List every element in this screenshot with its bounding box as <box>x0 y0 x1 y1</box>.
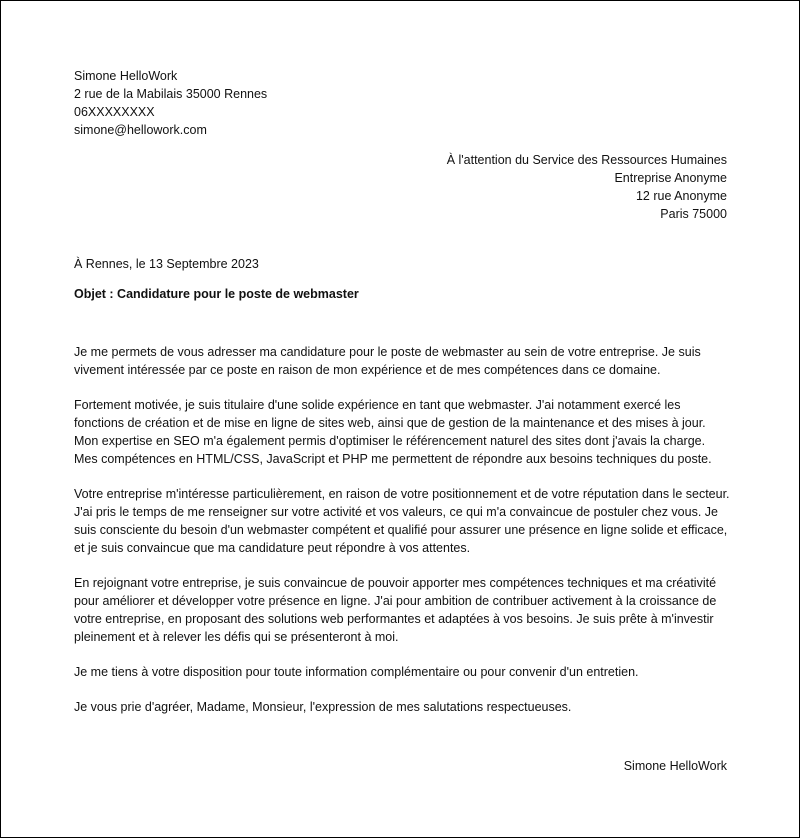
subject-line: Objet : Candidature pour le poste de webmaster <box>74 287 359 301</box>
date-line: À Rennes, le 13 Septembre 2023 <box>74 257 259 271</box>
paragraph: Je me tiens à votre disposition pour toute information complémentaire ou pour convenir d'un entretien. <box>74 665 639 679</box>
sender-email: simone@hellowork.com <box>74 123 207 137</box>
paragraph: Je vous prie d'agréer, Madame, Monsieur, l'expression de mes salutations respectueuses. <box>74 700 572 714</box>
sender-block <box>74 67 267 139</box>
paragraph: Je me permets de vous adresser ma candidature pour le poste de webmaster au sein de votre entreprise. Je suis vivement intéressée par ce poste en raison de mon expérience et de mes compétences dans ce domaine. <box>74 345 701 377</box>
paragraph: En rejoignant votre entreprise, je suis convaincue de pouvoir apporter mes compétences techniques et ma créativité pour améliorer et développer votre présence en ligne. J'ai pour ambition de contribuer activement à la croissance de votre entreprise, en proposant des solutions web performantes et adaptées à vos besoins. Je suis prête à m'investir pleinement et à relever les défis qui se présenteront à moi. <box>74 576 717 644</box>
paragraph: Votre entreprise m'intéresse particulièrement, en raison de votre positionnement et de votre réputation dans le secteur. J'ai pris le temps de me renseigner sur votre activité et vos valeurs, ce qui m'a convaincue de postuler chez vous. Je suis consciente du besoin d'un webmaster compétent et qualifié pour assurer une présence en ligne solide et efficace, et je suis convaincue que ma candidature peut répondre à vos attentes. <box>74 487 730 555</box>
signature: Simone HelloWork <box>623 759 727 773</box>
sender-phone: 06XXXXXXXX <box>74 105 155 119</box>
recipient-company: Entreprise Anonyme <box>614 171 727 185</box>
letter-body <box>74 343 730 733</box>
sender-address: 2 rue de la Mabilais 35000 Rennes <box>74 87 268 101</box>
recipient-street: 12 rue Anonyme <box>635 189 727 203</box>
recipient-block <box>447 151 727 223</box>
recipient-city: Paris 75000 <box>660 207 727 221</box>
sender-name: Simone HelloWork <box>74 69 178 83</box>
recipient-attention: À l'attention du Service des Ressources Humaines <box>446 153 727 167</box>
paragraph: Fortement motivée, je suis titulaire d'une solide expérience en tant que webmaster. J'ai notamment exercé les fonctions de création et de mise en ligne de sites web, ainsi que de gestion de la maintenance et des mises à jour. Mon expertise en SEO m'a également permis d'optimiser le référencement naturel des sites dont j'avais la charge. Mes compétences en HTML/CSS, JavaScript et PHP me permettent de répondre aux besoins techniques du poste. <box>74 398 712 466</box>
